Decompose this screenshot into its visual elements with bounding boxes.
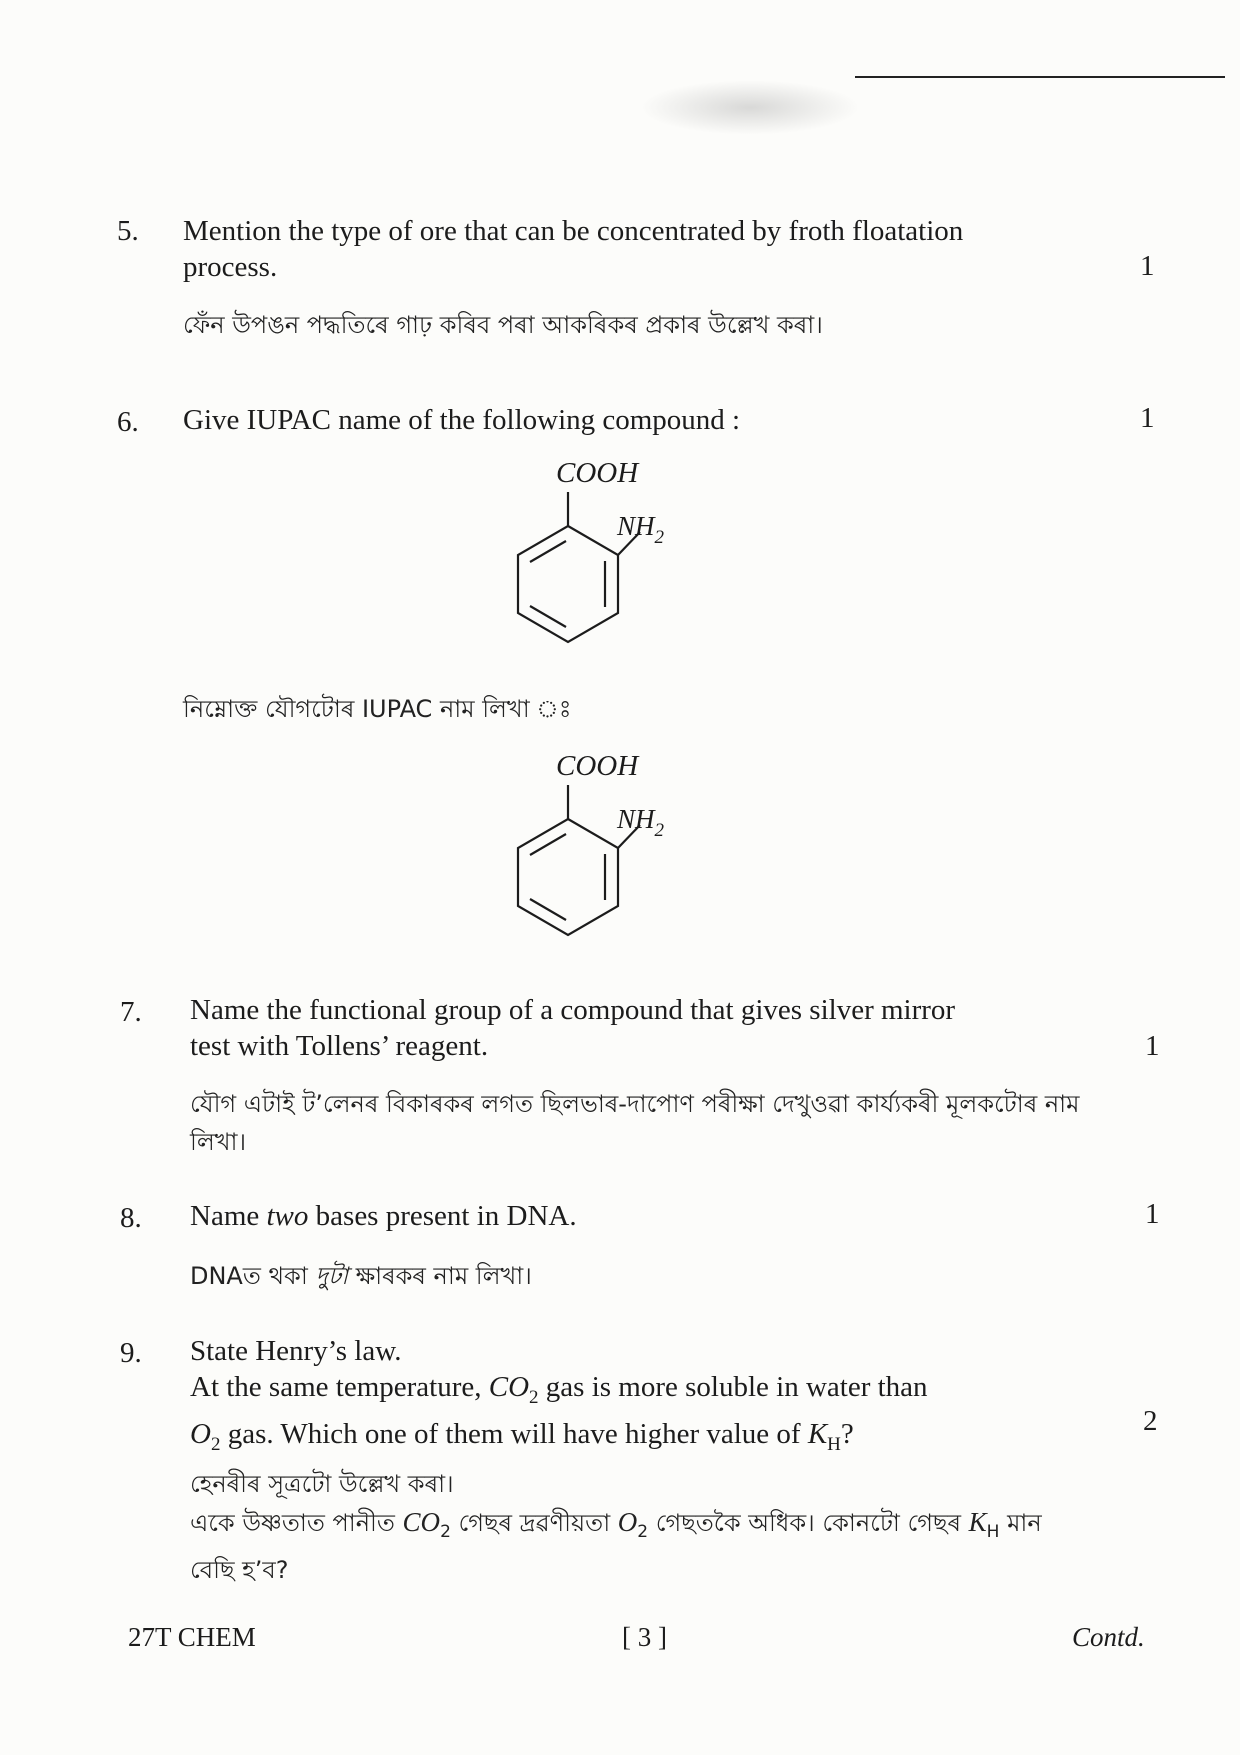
question-9-assamese-line1: হেনৰীৰ সূত্ৰটো উল্লেখ কৰা। — [190, 1470, 454, 1498]
question-8-number: 8. — [120, 1202, 142, 1234]
question-5-line1: Mention the type of ore that can be concentrated by froth floatation — [183, 215, 964, 247]
question-7-marks: 1 — [1145, 1030, 1160, 1062]
question-5-assamese: ফেঁন উপঙন পদ্ধতিৰে গাঢ় কৰিব পৰা আকৰিকৰ প্ৰকাৰ উল্লেখ কৰা। — [183, 311, 823, 339]
question-6-number: 6. — [117, 406, 139, 438]
question-9-number: 9. — [120, 1337, 142, 1369]
question-9-assamese — [190, 1465, 1180, 1589]
chemical-structure-2 — [500, 745, 730, 945]
question-9-line2: At the same temperature, $CO_2$ gas is more soluble in water than — [190, 1371, 928, 1408]
question-5-number: 5. — [117, 215, 139, 247]
question-8-assamese: DNAত থকা দুটা ক্ষাৰকৰ নাম লিখা। — [190, 1262, 532, 1290]
structure-1-nh2-label: $NH_2$ — [617, 511, 665, 548]
structure-2-nh2-label: $NH_2$ — [617, 804, 665, 841]
question-7-line2: test with Tollens’ reagent. — [190, 1030, 489, 1062]
question-7-line1: Name the functional group of a compound that gives silver mirror — [190, 994, 956, 1026]
question-7-assamese — [190, 1085, 1180, 1161]
question-9-line3: $O_2$ gas. Which one of them will have higher value of $K_H$? — [190, 1417, 854, 1455]
question-7-text — [190, 992, 1170, 1064]
header-rule — [855, 76, 1225, 78]
question-6-assamese: নিম্নোক্ত যৌগটোৰ IUPAC নাম লিখা ঃ — [183, 695, 572, 723]
footer-continued: Contd. — [1072, 1622, 1145, 1652]
question-7-number: 7. — [120, 996, 142, 1028]
structure-1-cooh-label: COOH — [556, 457, 639, 489]
question-8-text: Name two bases present in DNA. — [190, 1200, 577, 1232]
question-6-marks: 1 — [1140, 402, 1155, 434]
question-6-text: Give IUPAC name of the following compound : — [183, 404, 741, 436]
question-7-assamese-line1: যৌগ এটাই ট’লেনৰ বিকাৰকৰ লগত ছিলভাৰ-দাপোণ পৰীক্ষা দেখুওৱা কাৰ্য্যকৰী মূলকটোৰ নাম — [190, 1090, 1080, 1118]
question-5-text — [183, 213, 1163, 285]
question-7-assamese-line2: লিখা। — [190, 1128, 247, 1156]
footer-page-number: [ 3 ] — [622, 1622, 667, 1652]
chemical-structure-1 — [500, 452, 730, 652]
question-9-assamese-line2: একে উষ্ণতাত পানীত $CO_2$ গেছৰ দ্ৰৱণীয়তা $O_2$ গেছতকৈ অধিক। কোনটো গেছৰ $K_H$ মান — [190, 1507, 1042, 1542]
question-9-text — [190, 1333, 1170, 1463]
question-9-assamese-line3: বেছি হ’ব? — [190, 1555, 289, 1584]
scan-smudge — [640, 80, 860, 135]
question-9-line1: State Henry’s law. — [190, 1335, 402, 1367]
question-8-marks: 1 — [1145, 1198, 1160, 1230]
question-5-line2: process. — [183, 251, 278, 283]
footer-paper-code: 27T CHEM — [128, 1622, 256, 1652]
structure-2-cooh-label: COOH — [556, 750, 639, 782]
question-9-marks: 2 — [1143, 1405, 1158, 1437]
question-5-marks: 1 — [1140, 250, 1155, 282]
